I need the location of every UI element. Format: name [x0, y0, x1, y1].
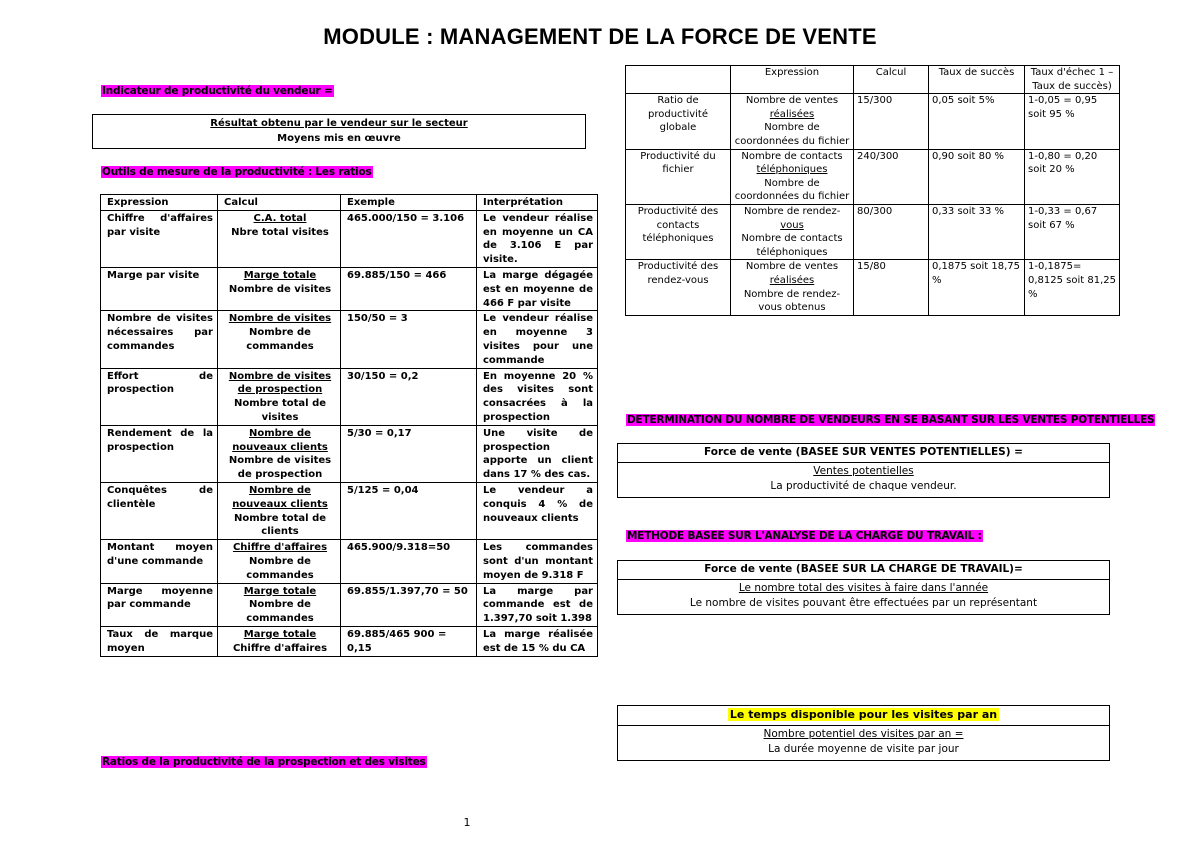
cell-exemple: 5/30 = 0,17	[341, 425, 477, 482]
expression-numerator: Nombre de ventes réalisées	[745, 95, 839, 120]
calc-denominator: Nombre total de clients	[233, 512, 327, 538]
table-row	[101, 368, 598, 425]
prospection-heading-text: Ratios de la productivité de la prospection et des visites	[102, 756, 426, 768]
table-row	[101, 210, 598, 267]
cell-interpretation: Une visite de prospection apporte un client dans 17 % des cas.	[477, 425, 598, 482]
cell-taux-succes: 0,05 soit 5%	[929, 94, 1025, 149]
determination-heading-text: DETERMINATION DU NOMBRE DE VENDEURS EN SE BASANT SUR LES VENTES POTENTIELLES	[627, 414, 1155, 426]
cell-exemple: 69.855/1.397,70 = 50	[341, 583, 477, 626]
calc-denominator: Nombre de commandes	[246, 327, 314, 352]
cell-expression	[731, 94, 854, 149]
table-row	[101, 482, 598, 539]
force-workload-title: Force de vente (BASEE SUR LA CHARGE DE TRAVAIL)=	[704, 563, 1023, 575]
cell-interpretation: Le vendeur réalise en moyenne 3 visites pour une commande	[477, 311, 598, 368]
time-available-title: Le temps disponible pour les visites par an	[729, 708, 998, 721]
cell-expression: Effort de prospection	[101, 368, 218, 425]
indicator-formula-box	[92, 114, 586, 149]
table-row	[101, 425, 598, 482]
time-available-denominator: La durée moyenne de visite par jour	[768, 743, 959, 755]
time-available-box	[617, 705, 1110, 761]
force-workload-box	[617, 560, 1110, 615]
cell-calcul	[218, 626, 341, 656]
cell-calcul	[218, 482, 341, 539]
cell-taux-succes: 0,90 soit 80 %	[929, 149, 1025, 204]
expression-numerator: Nombre de ventes réalisées	[745, 261, 839, 286]
header-exemple: Exemple	[341, 195, 477, 211]
table-row	[101, 540, 598, 583]
determination-heading	[626, 413, 1155, 426]
header-expression: Expression	[101, 195, 218, 211]
cell-taux-echec: 1-0,33 = 0,67 soit 67 %	[1025, 204, 1120, 259]
table-row	[626, 149, 1120, 204]
calc-denominator: Nbre total visites	[231, 226, 329, 238]
calc-denominator: Nombre de visites	[228, 283, 332, 295]
ratios-heading	[101, 165, 373, 178]
cell-expression	[731, 149, 854, 204]
cell-calcul: 80/300	[854, 204, 929, 259]
workload-heading	[626, 529, 983, 542]
cell-interpretation: Les commandes sont d'un montant moyen de 9.318 F	[477, 540, 598, 583]
cell-expression: Taux de marque moyen	[101, 626, 218, 656]
expression-denominator: Nombre de coordonnées du fichier	[734, 177, 850, 203]
cell-calcul	[218, 540, 341, 583]
cell-calcul	[218, 210, 341, 267]
cell-expression: Marge moyenne par commande	[101, 583, 218, 626]
expression-denominator: Nombre de rendez-vous obtenus	[743, 288, 841, 314]
time-available-numerator: Nombre potentiel des visites par an =	[763, 728, 964, 740]
expression-denominator: Nombre de coordonnées du fichier	[734, 122, 850, 147]
header-taux-echec: Taux d'échec 1 – Taux de succès)	[1025, 66, 1120, 94]
cell-taux-echec: 1-0,05 = 0,95 soit 95 %	[1025, 94, 1120, 149]
cell-exemple: 5/125 = 0,04	[341, 482, 477, 539]
cell-calcul	[218, 425, 341, 482]
cell-interpretation: La marge réalisée est de 15 % du CA	[477, 626, 598, 656]
calc-denominator: Nombre de commandes	[246, 599, 314, 625]
cell-label: Productivité du fichier	[626, 149, 731, 204]
cell-calcul	[218, 583, 341, 626]
cell-taux-succes: 0,33 soit 33 %	[929, 204, 1025, 259]
cell-label: Productivité des rendez-vous	[626, 260, 731, 315]
cell-interpretation: La marge dégagée est en moyenne de 466 F par visite	[477, 267, 598, 310]
calc-denominator: Nombre total de visites	[233, 398, 327, 423]
cell-exemple: 150/50 = 3	[341, 311, 477, 368]
calc-numerator: C.A. total	[253, 212, 307, 224]
force-potential-title: Force de vente (BASEE SUR VENTES POTENTIELLES) =	[704, 446, 1023, 458]
expression-numerator: Nombre de rendez-vous	[743, 205, 841, 231]
cell-exemple: 30/150 = 0,2	[341, 368, 477, 425]
cell-calcul	[218, 267, 341, 310]
indicator-numerator: Résultat obtenu par le vendeur sur le secteur	[210, 118, 468, 129]
calc-denominator: Chiffre d'affaires	[232, 642, 328, 654]
cell-interpretation: La marge par commande est de 1.397,70 soit 1.398	[477, 583, 598, 626]
ratios-heading-text: Outils de mesure de la productivité : Les ratios	[102, 166, 372, 178]
cell-calcul	[218, 368, 341, 425]
calc-numerator: Nombre de nouveaux clients	[232, 484, 328, 510]
cell-calcul	[218, 311, 341, 368]
indicator-heading	[101, 84, 334, 97]
calc-denominator: Nombre de visites de prospection	[228, 455, 332, 481]
table-row	[626, 94, 1120, 149]
header-expression: Expression	[731, 66, 854, 94]
table-header-row	[626, 66, 1120, 94]
prospection-ratios-table	[625, 65, 1120, 316]
cell-exemple: 465.900/9.318=50	[341, 540, 477, 583]
cell-exemple: 69.885/150 = 466	[341, 267, 477, 310]
table-row	[101, 267, 598, 310]
cell-taux-echec: 1-0,80 = 0,20 soit 20 %	[1025, 149, 1120, 204]
cell-calcul: 15/300	[854, 94, 929, 149]
force-potential-denominator: La productivité de chaque vendeur.	[770, 480, 957, 492]
table-row	[101, 626, 598, 656]
cell-expression: Nombre de visites nécessaires par commandes	[101, 311, 218, 368]
header-calcul: Calcul	[218, 195, 341, 211]
cell-calcul: 15/80	[854, 260, 929, 315]
cell-exemple: 465.000/150 = 3.106	[341, 210, 477, 267]
prospection-heading	[101, 755, 427, 768]
header-calcul: Calcul	[854, 66, 929, 94]
cell-expression: Conquêtes de clientèle	[101, 482, 218, 539]
table-row	[101, 311, 598, 368]
calc-numerator: Marge totale	[243, 585, 317, 597]
indicator-denominator: Moyens mis en œuvre	[277, 133, 401, 144]
force-workload-denominator: Le nombre de visites pouvant être effectuées par un représentant	[689, 597, 1038, 609]
cell-expression: Marge par visite	[101, 267, 218, 310]
cell-label: Productivité des contacts téléphoniques	[626, 204, 731, 259]
cell-interpretation: Le vendeur a conquis 4 % de nouveaux clients	[477, 482, 598, 539]
calc-numerator: Marge totale	[243, 628, 317, 640]
table-header-row	[101, 195, 598, 211]
expression-denominator: Nombre de contacts téléphoniques	[741, 233, 843, 258]
cell-calcul: 240/300	[854, 149, 929, 204]
header-interpretation: Interprétation	[477, 195, 598, 211]
expression-numerator: Nombre de contacts téléphoniques	[741, 150, 843, 176]
table-row	[626, 204, 1120, 259]
calc-numerator: Nombre de visites de prospection	[228, 370, 332, 396]
cell-label: Ratio de productivité globale	[626, 94, 731, 149]
header-blank	[626, 66, 731, 94]
force-potential-box	[617, 443, 1110, 498]
workload-heading-text: METHODE BASEE SUR L'ANALYSE DE LA CHARGE DU TRAVAIL :	[627, 530, 982, 542]
cell-exemple: 69.885/465 900 = 0,15	[341, 626, 477, 656]
table-row	[626, 260, 1120, 315]
cell-expression: Montant moyen d'une commande	[101, 540, 218, 583]
force-workload-numerator: Le nombre total des visites à faire dans l'année	[738, 582, 989, 594]
page-number: 1	[463, 816, 471, 829]
calc-numerator: Nombre de nouveaux clients	[232, 427, 328, 453]
productivity-ratios-table	[100, 194, 598, 657]
page-title: MODULE : MANAGEMENT DE LA FORCE DE VENTE	[323, 24, 877, 49]
indicator-heading-text: Indicateur de productivité du vendeur =	[102, 85, 333, 97]
cell-taux-echec: 1-0,1875= 0,8125 soit 81,25 %	[1025, 260, 1120, 315]
calc-numerator: Marge totale	[243, 269, 317, 281]
cell-expression	[731, 204, 854, 259]
header-taux-succes: Taux de succès	[929, 66, 1025, 94]
table-row	[101, 583, 598, 626]
cell-expression	[731, 260, 854, 315]
cell-taux-succes: 0,1875 soit 18,75 %	[929, 260, 1025, 315]
calc-denominator: Nombre de commandes	[246, 555, 314, 581]
cell-interpretation: Le vendeur réalise en moyenne un CA de 3.106 E par visite.	[477, 210, 598, 267]
cell-expression: Rendement de la prospection	[101, 425, 218, 482]
cell-expression: Chiffre d'affaires par visite	[101, 210, 218, 267]
calc-numerator: Nombre de visites	[228, 313, 332, 325]
cell-interpretation: En moyenne 20 % des visites sont consacrées à la prospection	[477, 368, 598, 425]
force-potential-numerator: Ventes potentielles	[813, 465, 914, 477]
calc-numerator: Chiffre d'affaires	[232, 542, 328, 554]
